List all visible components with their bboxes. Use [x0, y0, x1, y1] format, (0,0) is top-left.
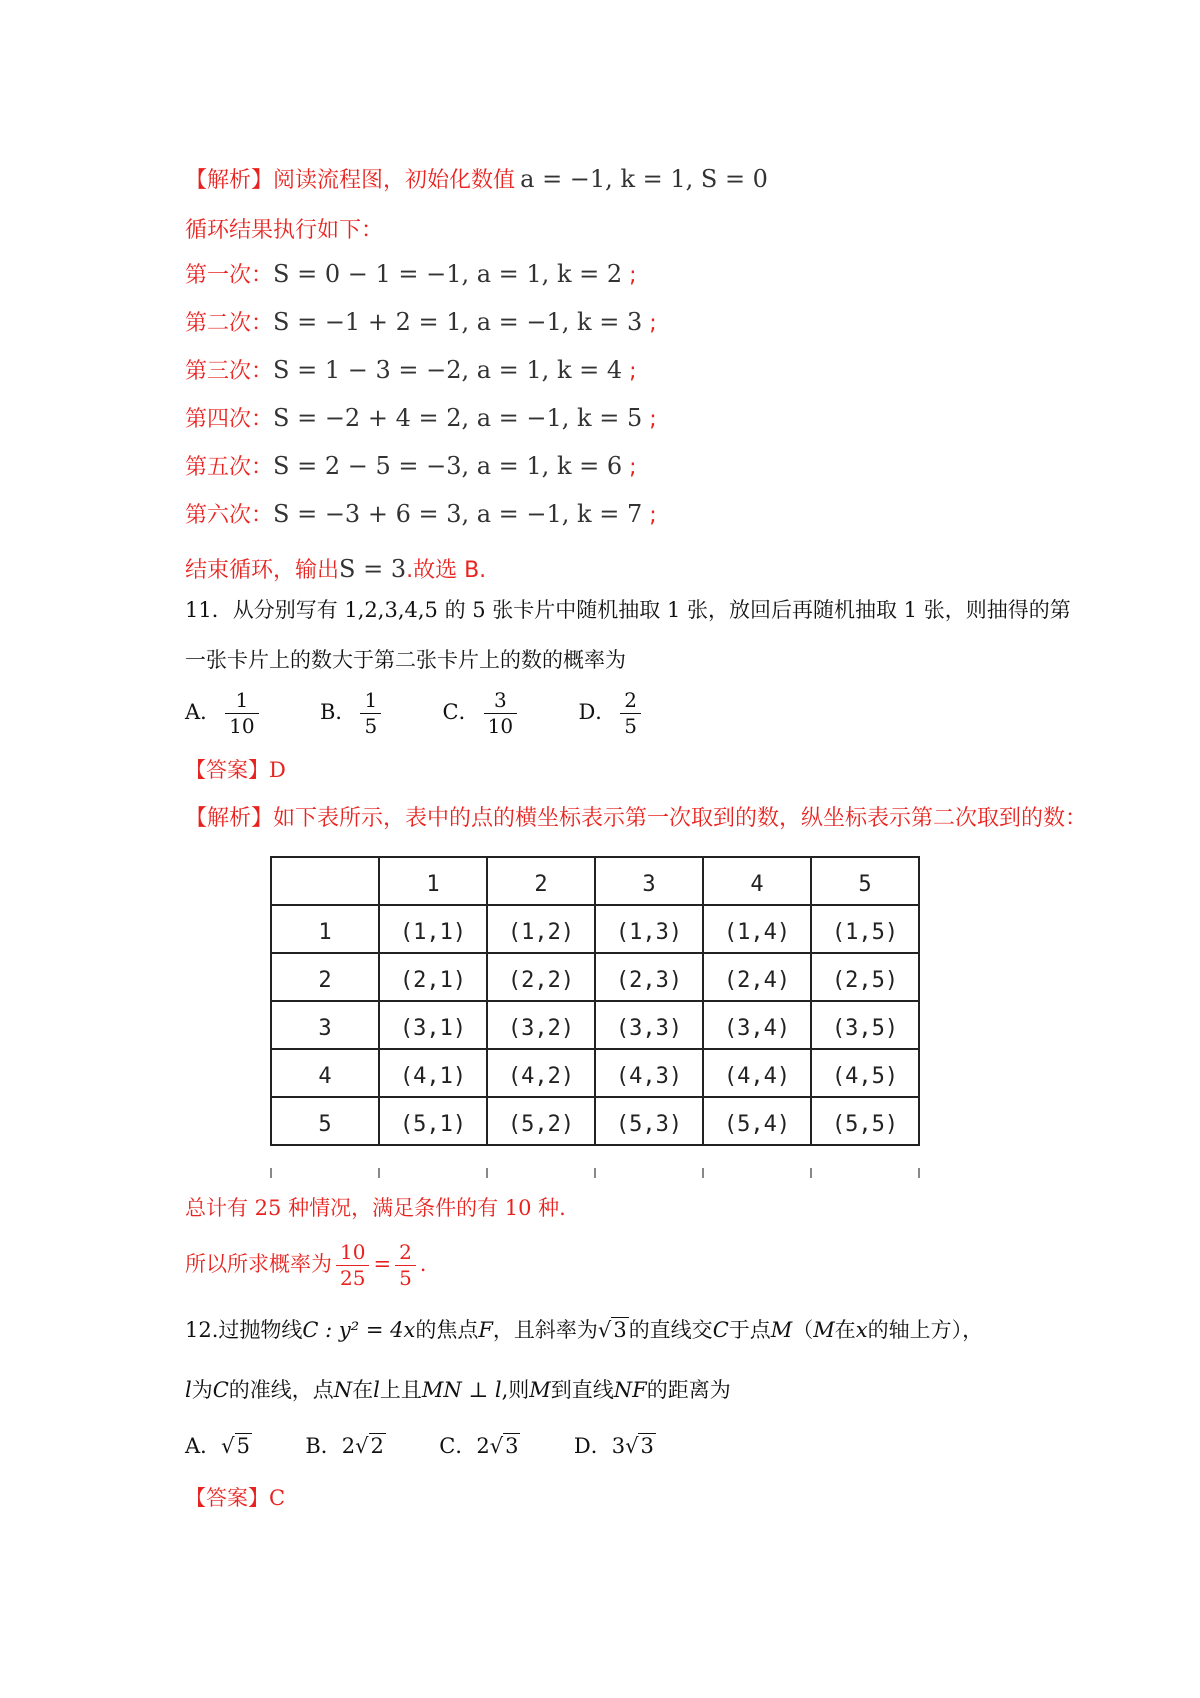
answer-tag: 【答案】 [185, 1486, 269, 1510]
table-cell: (5,4) [703, 1097, 811, 1145]
table-cell: (1,4) [703, 905, 811, 953]
var-n: N [333, 1378, 353, 1402]
step-expr: S = −3 + 6 = 3, a = −1, k = 7 [273, 500, 643, 528]
analysis-tag: 【解析】 [185, 806, 274, 831]
q11-analysis [185, 806, 1087, 832]
table-cell: 2 [487, 857, 595, 905]
table-cell: (2,1) [379, 953, 487, 1001]
analysis-init-math: a = −1, k = 1, S = 0 [520, 165, 768, 193]
var-f: F [478, 1318, 493, 1342]
table-cell: (1,1) [379, 905, 487, 953]
table-row [271, 1097, 919, 1145]
option-a-label: A． [185, 700, 222, 724]
table-cell: (2,3) [595, 953, 703, 1001]
answer-value: D [269, 758, 286, 782]
conclusion-math: S = 3 [339, 555, 407, 583]
table-cell: 4 [703, 857, 811, 905]
table-tick [918, 1168, 920, 1178]
table-cell: (3,2) [487, 1001, 595, 1049]
q12-text: 于点 [728, 1318, 771, 1342]
q11-answer [185, 758, 286, 783]
step-label: 第六次： [185, 503, 274, 528]
step-5: 第五次：S = 2 − 5 = −3, a = 1, k = 6 ; [185, 452, 637, 480]
q12-answer [185, 1486, 285, 1511]
prob-equals: = [373, 1252, 392, 1276]
option-c-label: C． [439, 1434, 477, 1458]
q12-text: ,则 [501, 1378, 530, 1402]
option-c-value: 2√3 [476, 1434, 519, 1458]
q12-stem-line2 [185, 1378, 731, 1403]
perp-math: MN ⊥ l [421, 1378, 502, 1402]
table-cell: (3,3) [595, 1001, 703, 1049]
option-d-label: D． [578, 700, 617, 724]
table-cell: (4,2) [487, 1049, 595, 1097]
q12-options [185, 1434, 656, 1459]
option-b-fraction: $\frac{1}{5}$ [360, 688, 381, 739]
q12-text: （ [792, 1318, 814, 1342]
var-c: C [712, 1318, 729, 1342]
q12-text: ，且斜率为 [492, 1318, 598, 1342]
step-expr: S = 2 − 5 = −3, a = 1, k = 6 [273, 452, 623, 480]
option-a-value: √5 [221, 1434, 250, 1458]
table-cell: (3,4) [703, 1001, 811, 1049]
q11-stem-line2: 一张卡片上的数大于第二张卡片上的数的概率为 [185, 648, 626, 672]
table-cell: 1 [271, 905, 379, 953]
q12-text: 的准线，点 [228, 1378, 334, 1402]
prob-fraction-2: $\frac{2}{5}$ [395, 1240, 416, 1291]
table-cell: (2,5) [811, 953, 919, 1001]
step-expr: S = −2 + 4 = 2, a = −1, k = 5 [273, 404, 643, 432]
q12-text: 到直线 [550, 1378, 614, 1402]
q12-text: 上且 [379, 1378, 422, 1402]
table-cell: 4 [271, 1049, 379, 1097]
answer-tag: 【答案】 [185, 758, 269, 782]
table-cell: (5,1) [379, 1097, 487, 1145]
prob-prefix: 所以所求概率为 [185, 1252, 332, 1276]
table-cell: (4,1) [379, 1049, 487, 1097]
table-cell: 5 [811, 857, 919, 905]
option-c-label: C． [442, 700, 480, 724]
table-tick [810, 1168, 812, 1178]
var-c: C [212, 1378, 229, 1402]
table-cell: 2 [271, 953, 379, 1001]
conclusion-prefix: 结束循环，输出 [185, 558, 340, 583]
option-a-fraction: $\frac{1}{10}$ [225, 688, 258, 739]
q12-text: 在 [834, 1318, 856, 1342]
option-b-label: B． [320, 700, 357, 724]
table-row [271, 905, 919, 953]
step-4: 第四次：S = −2 + 4 = 2, a = −1, k = 5 ; [185, 404, 657, 432]
table-cell: (1,5) [811, 905, 919, 953]
option-b-label: B． [305, 1434, 342, 1458]
analysis-tag: 【解析】 [185, 168, 274, 193]
analysis-text: 阅读流程图，初始化数值 [273, 168, 516, 193]
q12-text: 的直线交 [628, 1318, 713, 1342]
option-d-label: D． [573, 1434, 612, 1458]
step-6: 第六次：S = −3 + 6 = 3, a = −1, k = 7 ; [185, 500, 657, 528]
option-d-value: 3√3 [611, 1434, 654, 1458]
step-expr: S = 0 − 1 = −1, a = 1, k = 2 [273, 260, 623, 288]
q12-stem-line1 [185, 1318, 983, 1343]
table-cell: (3,5) [811, 1001, 919, 1049]
answer-value: C [269, 1486, 286, 1510]
table-row [271, 1049, 919, 1097]
table-cell: (2,2) [487, 953, 595, 1001]
step-label: 第五次： [185, 455, 274, 480]
table-cell: (5,5) [811, 1097, 919, 1145]
var-nf: NF [613, 1378, 647, 1402]
q12-text: 12.过抛物线 [185, 1318, 303, 1342]
q12-text: 的焦点 [415, 1318, 479, 1342]
table-cell: (5,3) [595, 1097, 703, 1145]
analysis-text: 如下表所示，表中的点的横坐标表示第一次取到的数，纵坐标表示第二次取到的数： [273, 806, 1088, 831]
table-cell: (4,3) [595, 1049, 703, 1097]
q11-options [185, 688, 645, 739]
conclusion-suffix: .故选 B. [406, 558, 487, 583]
table-cell: 3 [595, 857, 703, 905]
table-cell: (5,2) [487, 1097, 595, 1145]
curve-math: C : y² = 4x [302, 1318, 416, 1342]
var-l: l [373, 1378, 380, 1402]
step-3: 第三次：S = 1 − 3 = −2, a = 1, k = 4 ; [185, 356, 637, 384]
analysis-conclusion [185, 555, 486, 584]
table-cell: 5 [271, 1097, 379, 1145]
table-row [271, 953, 919, 1001]
table-cell: (3,1) [379, 1001, 487, 1049]
prob-suffix: . [419, 1252, 427, 1276]
table-tick [486, 1168, 488, 1178]
analysis-intro [185, 165, 768, 194]
q12-text: 为 [191, 1378, 213, 1402]
table-row [271, 1001, 919, 1049]
table-cell [271, 857, 379, 905]
sample-space-table [270, 856, 920, 1146]
option-d-fraction: $\frac{2}{5}$ [620, 688, 641, 739]
q11-stem-line1: 11．从分别写有 1,2,3,4,5 的 5 张卡片中随机抽取 1 张，放回后再随机抽取 1 张，则抽得的第 [185, 598, 1071, 622]
q11-probability [185, 1240, 426, 1291]
step-label: 第二次： [185, 311, 274, 336]
step-label: 第三次： [185, 359, 274, 384]
var-x: x [855, 1318, 868, 1342]
table-cell: (1,2) [487, 905, 595, 953]
table-header-row [271, 857, 919, 905]
var-m: M [813, 1318, 835, 1342]
var-l: l [185, 1378, 192, 1402]
table-tick [594, 1168, 596, 1178]
q12-text: 的距离为 [646, 1378, 731, 1402]
table-cell: (1,3) [595, 905, 703, 953]
table-cell: 1 [379, 857, 487, 905]
loop-title: 循环结果执行如下： [185, 218, 384, 243]
option-c-fraction: $\frac{3}{10}$ [484, 688, 517, 739]
sqrt-slope: √3 [597, 1318, 627, 1342]
q12-text: 在 [352, 1378, 374, 1402]
watermark-logo [772, 208, 987, 352]
table-tick [702, 1168, 704, 1178]
table-cell: (4,4) [703, 1049, 811, 1097]
table-tick [378, 1168, 380, 1178]
table-cell: (2,4) [703, 953, 811, 1001]
step-expr: S = 1 − 3 = −2, a = 1, k = 4 [273, 356, 623, 384]
step-expr: S = −1 + 2 = 1, a = −1, k = 3 [273, 308, 643, 336]
step-label: 第一次： [185, 263, 274, 288]
q11-total: 总计有 25 种情况，满足条件的有 10 种. [185, 1196, 566, 1220]
step-1: 第一次：S = 0 − 1 = −1, a = 1, k = 2 ; [185, 260, 637, 288]
step-2: 第二次：S = −1 + 2 = 1, a = −1, k = 3 ; [185, 308, 657, 336]
prob-fraction-1: $\frac{10}{25}$ [336, 1240, 369, 1291]
var-m: M [770, 1318, 793, 1342]
table-cell: 3 [271, 1001, 379, 1049]
var-m: M [529, 1378, 551, 1402]
option-a-label: A． [185, 1434, 222, 1458]
table-tick [270, 1168, 272, 1178]
table-cell: (4,5) [811, 1049, 919, 1097]
option-b-value: 2√2 [341, 1434, 384, 1458]
q12-text: 的轴上方）， [867, 1318, 984, 1342]
step-label: 第四次： [185, 407, 274, 432]
